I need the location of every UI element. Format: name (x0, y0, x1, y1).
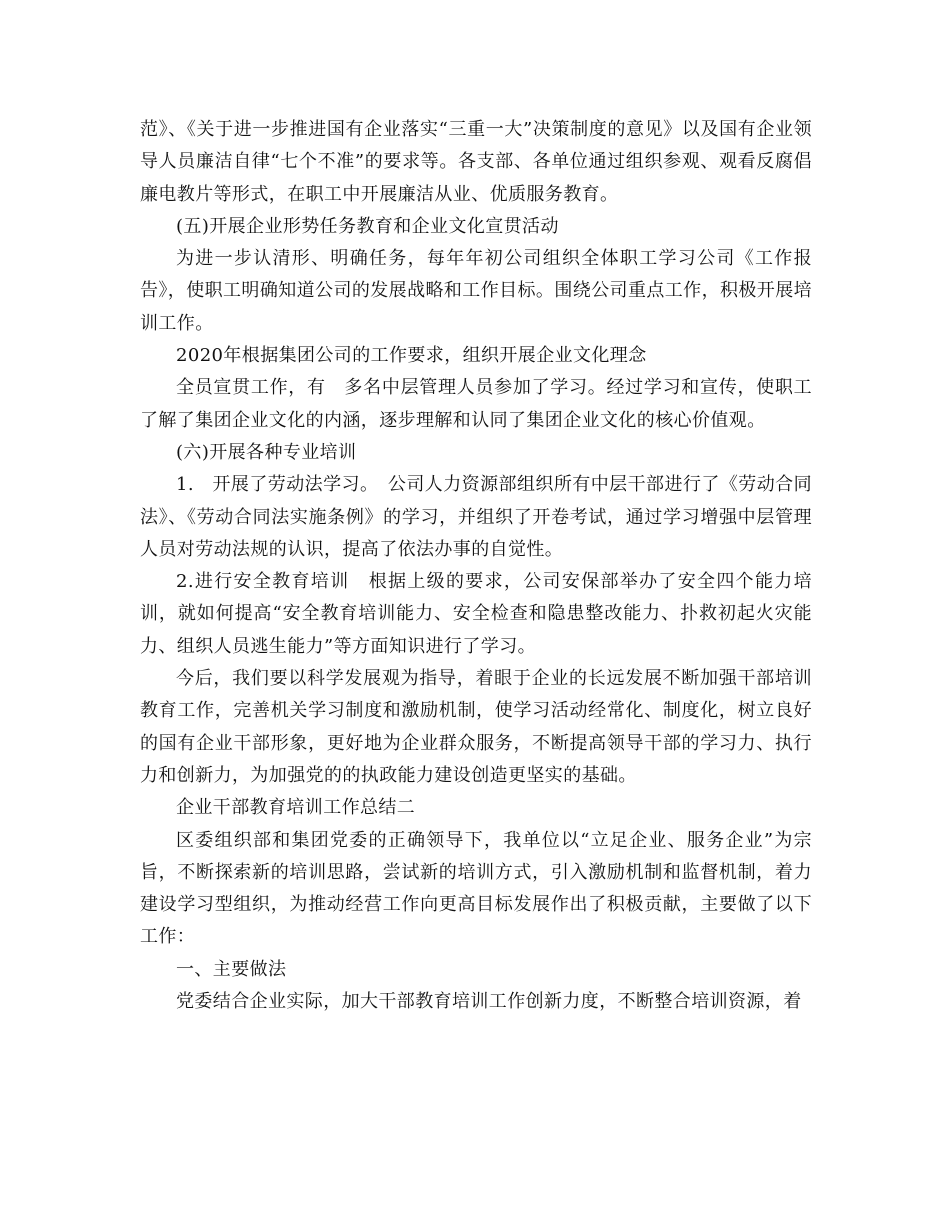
paragraph: 区委组织部和集团党委的正确领导下，我单位以“立足企业、服务企业”为宗旨，不断探索新的培训思路，尝试新的培训方式，引入激励机制和监督机制，着力建设学习型组织，为推动经营工作向更高目标发展作出了积极贡献，主要做了以下工作： (140, 829, 812, 948)
paragraph: 党委结合企业实际，加大干部教育培训工作创新力度，不断整合培训资源，着 (176, 991, 802, 1013)
section-heading-1: 一、主要做法 (176, 958, 287, 980)
section-heading-6: (六)开展各种专业培训 (176, 441, 357, 463)
list-item-2: 2.进行安全教育培训 根据上级的要求，公司安保部举办了安全四个能力培训，就如何提高“安全教育培训能力、安全检查和隐患整改能力、扑救初起火灾能力、组织人员逃生能力”等方面知识进行了学习。 (140, 571, 812, 657)
document-subtitle: 企业干部教育培训工作总结二 (176, 797, 416, 819)
paragraph: 全员宣贯工作，有 多名中层管理人员参加了学习。经过学习和宣传，使职工了解了集团企业文化的内涵，逐步理解和认同了集团企业文化的核心价值观。 (140, 377, 812, 431)
paragraph-continuation: 范》、《关于进一步推进国有企业落实“三重一大”决策制度的意见》以及国有企业领导人员廉洁自律“七个不准”的要求等。各支部、各单位通过组织参观、观看反腐倡廉电教片等形式，在职工中开展廉洁从业、优质服务教育。 (140, 119, 812, 205)
paragraph: 为进一步认清形、明确任务，每年年初公司组织全体职工学习公司《工作报告》，使职工明确知道公司的发展战略和工作目标。围绕公司重点工作，积极开展培训工作。 (140, 248, 812, 334)
section-heading-5: (五)开展企业形势任务教育和企业文化宣贯活动 (176, 215, 559, 237)
paragraph: 2020年根据集团公司的工作要求，组织开展企业文化理念 (176, 345, 647, 367)
paragraph: 今后，我们要以科学发展观为指导，着眼于企业的长远发展不断加强干部培训教育工作，完善机关学习制度和激励机制，使学习活动经常化、制度化，树立良好的国有企业干部形象，更好地为企业群众服务，不断提高领导干部的学习力、执行力和创新力，为加强党的的执政能力建设创造更坚实的基础。 (140, 668, 812, 786)
document-page (140, 114, 812, 1018)
list-item-1: 1. 开展了劳动法学习。 公司人力资源部组织所有中层干部进行了《劳动合同法》、《劳动合同法实施条例》的学习，并组织了开卷考试，通过学习增强中层管理人员对劳动法规的认识，提高了依法办事的自觉性。 (140, 474, 812, 560)
